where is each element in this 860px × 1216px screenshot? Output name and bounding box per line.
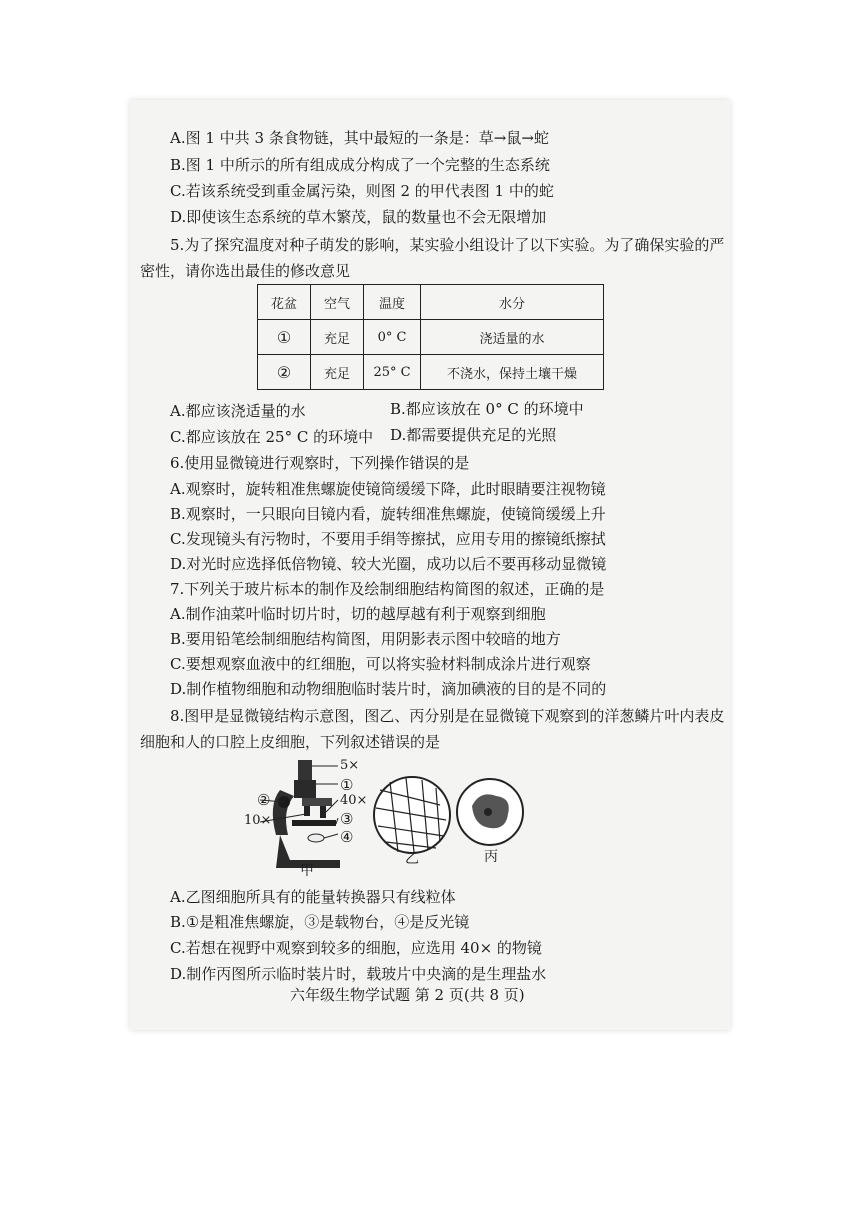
table-cell: ① xyxy=(258,320,311,355)
mirror xyxy=(308,834,324,842)
q7-option-a: A.制作油菜叶临时切片时，切的越厚越有利于观察到细胞 xyxy=(170,605,546,623)
cheek-cells-view xyxy=(457,779,523,845)
table-row xyxy=(258,320,604,355)
q5-option-a: A.都应该浇适量的水 xyxy=(170,402,306,420)
onion-cells-view xyxy=(374,777,450,853)
label-bing: 丙 xyxy=(484,849,498,865)
q8-stem-cont: 细胞和人的口腔上皮细胞，下列叙述错误的是 xyxy=(140,733,441,751)
stage xyxy=(292,820,336,826)
page-footer: 六年级生物学试题 第 2 页(共 8 页) xyxy=(290,986,525,1004)
q8-option-b: B.①是粗准焦螺旋，③是载物台，④是反光镜 xyxy=(170,913,470,931)
q5-experiment-table xyxy=(257,284,604,390)
table-header: 温度 xyxy=(364,285,421,320)
q6-option-d: D.对光时应选择低倍物镜、较大光圈，成功以后不要再移动显微镜 xyxy=(170,555,607,573)
q4-option-c: C.若该系统受到重金属污染，则图 2 的甲代表图 1 中的蛇 xyxy=(170,182,554,200)
table-cell: 0° C xyxy=(364,320,421,355)
table-cell: 充足 xyxy=(311,320,364,355)
q5-stem-cont: 密性，请你选出最佳的修改意见 xyxy=(140,262,351,280)
q4-option-d: D.即使该生态系统的草木繁茂，鼠的数量也不会无限增加 xyxy=(170,208,547,226)
q4-option-a: A.图 1 中共 3 条食物链，其中最短的一条是：草→鼠→蛇 xyxy=(170,129,549,147)
q5-option-b: B.都应该放在 0° C 的环境中 xyxy=(390,400,584,418)
label-eyepiece-5x: 5× xyxy=(340,758,360,773)
nosepiece xyxy=(302,798,332,806)
q7-stem: 7.下列关于玻片标本的制作及绘制细胞结构简图的叙述，正确的是 xyxy=(170,580,605,598)
label-jia: 甲 xyxy=(300,863,314,879)
label-objective-10x: 10× xyxy=(244,813,272,828)
table-cell: 浇适量的水 xyxy=(421,320,604,355)
q5-option-c: C.都应该放在 25° C 的环境中 xyxy=(170,428,374,446)
label-3: ③ xyxy=(340,810,354,828)
q4-option-b: B.图 1 中所示的所有组成成分构成了一个完整的生态系统 xyxy=(170,156,550,174)
table-header-row xyxy=(258,285,604,320)
table-header: 空气 xyxy=(311,285,364,320)
q7-option-d: D.制作植物细胞和动物细胞临时装片时，滴加碘液的目的是不同的 xyxy=(170,680,607,698)
q6-option-c: C.发现镜头有污物时，不要用手绢等擦拭，应用专用的擦镜纸擦拭 xyxy=(170,530,606,548)
q6-option-b: B.观察时，一只眼向目镜内看，旋转细准焦螺旋，使镜筒缓缓上升 xyxy=(170,505,606,523)
table-cell: 不浇水，保持土壤干燥 xyxy=(421,355,604,390)
label-yi: 乙 xyxy=(405,851,419,867)
q6-option-a: A.观察时，旋转粗准焦螺旋使镜筒缓缓下降，此时眼睛要注视物镜 xyxy=(170,480,606,498)
label-objective-40x: 40× xyxy=(340,793,368,808)
objective-40x xyxy=(320,806,326,818)
q7-option-b: B.要用铅笔绘制细胞结构简图，用阴影表示图中较暗的地方 xyxy=(170,630,561,648)
q8-option-a: A.乙图细胞所具有的能量转换器只有线粒体 xyxy=(170,888,456,906)
label-4: ④ xyxy=(340,828,354,846)
table-row xyxy=(258,355,604,390)
eyepiece-tube xyxy=(298,760,312,782)
q5-option-d: D.都需要提供充足的光照 xyxy=(390,426,557,444)
q8-option-c: C.若想在视野中观察到较多的细胞，应选用 40× 的物镜 xyxy=(170,939,542,957)
body-tube xyxy=(294,780,316,798)
q5-stem: 5.为了探究温度对种子萌发的影响，某实验小组设计了以下实验。为了确保实验的严 xyxy=(170,236,725,254)
table-header: 花盆 xyxy=(258,285,311,320)
q7-option-c: C.要想观察血液中的红细胞，可以将实验材料制成涂片进行观察 xyxy=(170,655,591,673)
label-2: ② xyxy=(257,791,271,809)
table-cell: 25° C xyxy=(364,355,421,390)
q8-stem: 8.图甲是显微镜结构示意图，图乙、丙分别是在显微镜下观察到的洋葱鳞片叶内表皮 xyxy=(170,707,725,725)
q8-option-d: D.制作丙图所示临时装片时，载玻片中央滴的是生理盐水 xyxy=(170,965,547,983)
label-1: ① xyxy=(340,776,354,794)
table-cell: ② xyxy=(258,355,311,390)
microscope-drawing xyxy=(273,760,340,868)
table-header: 水分 xyxy=(421,285,604,320)
q6-stem: 6.使用显微镜进行观察时，下列操作错误的是 xyxy=(170,454,470,472)
table-cell: 充足 xyxy=(311,355,364,390)
